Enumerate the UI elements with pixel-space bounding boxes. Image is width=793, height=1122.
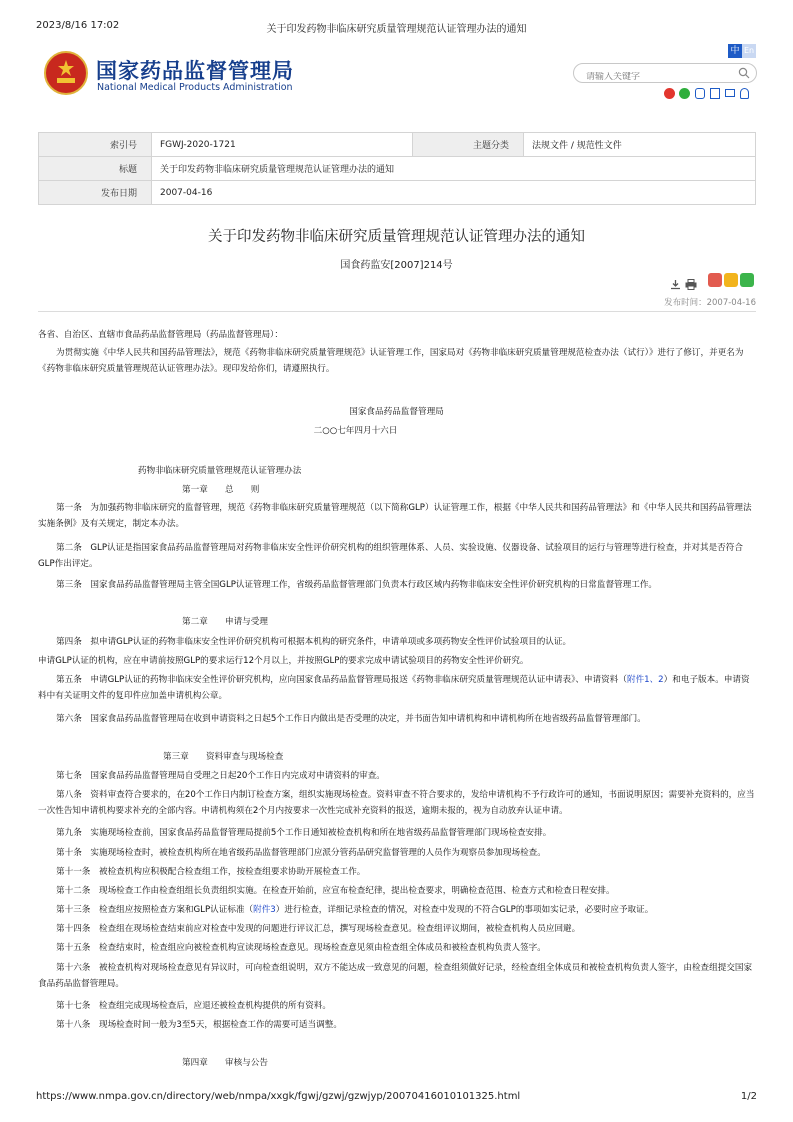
- article-12: 第十二条 现场检查工作由检查组组长负责组织实施。在检查开始前，应宣布检查纪律，提出检查要求，明确检查范围、检查方式和检查日程安排。: [56, 886, 615, 896]
- date-label: 发布日期: [39, 181, 152, 205]
- mail-icon[interactable]: [725, 89, 735, 97]
- article-title: 关于印发药物非临床研究质量管理规范认证管理办法的通知: [208, 229, 585, 245]
- article-2: 第二条 GLP认证是指国家食品药品监督管理局对药物非临床安全性评价研究机构的组织管理体系、人员、实验设施、仪器设备、试验项目的运行与管理等进行检查，并对其是否符合GLP作出评定。: [38, 543, 743, 569]
- index-value: FGWJ-2020-1721: [152, 133, 413, 157]
- weibo-icon[interactable]: [664, 88, 675, 99]
- article-5: 第五条 申请GLP认证的药物非临床安全性评价研究机构，应向国家食品药品监督管理局报送《药物非临床研究质量管理规范认证申请表》、申请资料（附件1、2）和电子版本。申请资料中有关证明文件的复印件应加盖申请机构公章。: [38, 675, 750, 701]
- article-10: 第十条 实施现场检查时，被检查机构所在地省级药品监督管理部门应派分管药品研究监督管理的人员作为观察员参加现场检查。: [56, 848, 546, 858]
- attachment-1-2-link[interactable]: 附件1、2: [626, 675, 664, 685]
- article-6: 第六条 国家食品药品监督管理局在收到申请资料之日起5个工作日内做出是否受理的决定，并书面告知申请机构和申请机构所在地省级药品监督管理部门。: [56, 714, 646, 724]
- print-doc-title: 关于印发药物非临床研究质量管理规范认证管理办法的通知: [266, 24, 527, 35]
- chapter-4: 第四章 审核与公告: [182, 1058, 268, 1068]
- article-9: 第九条 实施现场检查前，国家食品药品监督管理局提前5个工作日通知被检查机构和所在地省级药品监督管理部门现场检查安排。: [56, 828, 552, 838]
- date-value: 2007-04-16: [152, 181, 756, 205]
- article-4: 第四条 拟申请GLP认证的药物非临床安全性评价研究机构可根据本机构的研究条件，申请单项或多项药物安全性评价试验项目的认证。: [56, 637, 572, 647]
- share-qzone-icon[interactable]: [724, 273, 738, 287]
- page-number: 1/2: [740, 1091, 757, 1102]
- lang-cn-button[interactable]: 中: [728, 44, 742, 58]
- page-url: https://www.nmpa.gov.cn/directory/web/nmpa/xxgk/fgwj/gzwj/gzwjyp/20070416010101325.html: [36, 1091, 521, 1102]
- article-14: 第十四条 检查组在现场检查结束前应对检查中发现的问题进行评议汇总，撰写现场检查意见。检查组评议期间，被检查机构人员应回避。: [56, 924, 581, 934]
- chapter-2: 第二章 申请与受理: [182, 617, 268, 627]
- divider: [38, 311, 756, 312]
- article-11: 第十一条 被检查机构应积极配合检查组工作，按检查组要求协助开展检查工作。: [56, 867, 366, 877]
- share-wechat-icon[interactable]: [740, 273, 754, 287]
- doc-number: 国食药监安[2007]214号: [340, 260, 453, 271]
- attachment-3-link[interactable]: 附件3: [253, 905, 276, 915]
- share-weibo-icon[interactable]: [708, 273, 722, 287]
- search-input[interactable]: [586, 72, 736, 82]
- elder-mode-icon[interactable]: [710, 88, 720, 99]
- article-18: 第十八条 现场检查时间一般为3至5天，根据检查工作的需要可适当调整。: [56, 1020, 342, 1030]
- article-15: 第十五条 检查结束时，检查组应向被检查机构宣读现场检查意见。现场检查意见须由检查组全体成员和被检查机构负责人签字。: [56, 943, 546, 953]
- search-box: [573, 63, 757, 83]
- chapter-1: 第一章 总 则: [182, 485, 260, 495]
- article-1: 第一条 为加强药物非临床研究的监督管理，规范《药物非临床研究质量管理规范（以下简称GLP）认证管理工作，根据《中华人民共和国药品管理法》和《中华人民共和国药品管理法实施条例》及有关规定，制定本办法。: [38, 503, 752, 529]
- search-icon[interactable]: [738, 67, 750, 79]
- article-16: 第十六条 被检查机构对现场检查意见有异议时，可向检查组说明，双方不能达成一致意见的问题，检查组须做好记录，经检查组全体成员和被检查机构负责人签字，由检查组提交国家食品药品监督管理局。: [38, 963, 753, 989]
- download-icon[interactable]: [670, 275, 681, 286]
- site-name-cn[interactable]: 国家药品监督管理局: [96, 59, 294, 83]
- addressee: 各省、自治区、直辖市食品药品监督管理局（药品监督管理局）：: [38, 330, 283, 340]
- article-3: 第三条 国家食品药品监督管理局主管全国GLP认证管理工作，省级药品监督管理部门负责本行政区域内药物非临床安全性评价研究机构的日常监督管理工作。: [56, 580, 658, 590]
- national-emblem-icon: [44, 51, 88, 95]
- print-datetime: 2023/8/16 17:02: [36, 20, 120, 31]
- user-icon[interactable]: [740, 88, 749, 99]
- wechat-icon[interactable]: [679, 88, 690, 99]
- doc-heading: 药物非临床研究质量管理规范认证管理办法: [138, 466, 302, 476]
- issuer: 国家食品药品监督管理局: [349, 407, 444, 417]
- article-8: 第八条 资料审查符合要求的，在20个工作日内制订检查方案，组织实施现场检查。资料审查不符合要求的，发给申请机构不予行政许可的通知，书面说明原因；需要补充资料的，应当一次性告知申请机构要求补充的全部内容。申请机构须在2个月内按要求一次性完成补充资料的报送，逾期未报的，视为自动放弃认证申请。: [38, 790, 755, 816]
- lang-en-button[interactable]: En: [742, 44, 756, 58]
- category-label: 主题分类: [413, 133, 524, 157]
- publish-time: 发布时间：2007-04-16: [664, 298, 756, 308]
- chapter-3: 第三章 资料审查与现场检查: [163, 752, 284, 762]
- article-4b: 申请GLP认证的机构，应在申请前按照GLP的要求运行12个月以上，并按照GLP的要求完成申请试验项目的药物安全性评价研究。: [38, 656, 529, 666]
- accessibility-icon[interactable]: [695, 88, 705, 99]
- print-icon[interactable]: [685, 275, 697, 286]
- site-name-en: National Medical Products Administration: [97, 82, 293, 93]
- title-value: 关于印发药物非临床研究质量管理规范认证管理办法的通知: [152, 157, 756, 181]
- index-label: 索引号: [39, 133, 152, 157]
- intro-paragraph: 为贯彻实施《中华人民共和国药品管理法》，规范《药物非临床研究质量管理规范》认证管理工作，国家局对《药物非临床研究质量管理规范检查办法（试行）》进行了修订，并更名为《药物非临床研究质量管理规范认证管理办法》。现印发给你们，请遵照执行。: [38, 348, 744, 374]
- document-meta-table: [38, 132, 756, 205]
- issue-date: 二○○七年四月十六日: [313, 426, 398, 436]
- category-value: 法规文件 / 规范性文件: [524, 133, 756, 157]
- article-13: 第十三条 检查组应按照检查方案和GLP认证标准（附件3）进行检查，详细记录检查的情况，对检查中发现的不符合GLP的事项如实记录，必要时应予取证。: [56, 905, 654, 915]
- article-17: 第十七条 检查组完成现场检查后，应退还被检查机构提供的所有资料。: [56, 1001, 332, 1011]
- title-label: 标题: [39, 157, 152, 181]
- article-7: 第七条 国家食品药品监督管理局自受理之日起20个工作日内完成对申请资料的审查。: [56, 771, 385, 781]
